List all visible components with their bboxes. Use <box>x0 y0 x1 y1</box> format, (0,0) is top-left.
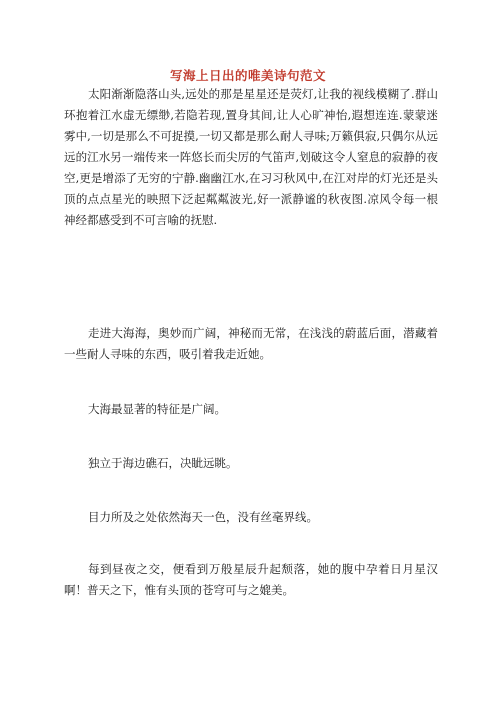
document-title: 写海上日出的唯美诗句范文 <box>169 68 326 83</box>
paragraph-2: 走进大海海，奥妙而广阔，神秘而无常，在浅浅的蔚蓝后面，潜藏着一些耐人寻味的东西，吸引着我走近她。 <box>64 326 438 361</box>
paragraph-1: 太阳渐渐隐落山头,远处的那是星星还是荧灯,让我的视线模糊了.群山环抱着江水虚无缥缈,若隐若现,置身其间,让人心旷神怡,遐想连连.蒙蒙迷雾中,一切是那么不可捉摸,一切又都是那么耐人寻味;万籁俱寂,只偶尔从远远的江水另一端传来一阵悠长而尖厉的气笛声,划破这令人窒息的寂静的夜空,更是增添了无穷的宁静.幽幽江水,在习习秋风中,在江对岸的灯光还是头顶的点点星光的映照下泛起粼粼波光,好一派静谧的秋夜图.凉风令每一根神经都感受到不可言喻的抚慰. <box>64 87 438 227</box>
paragraph-4: 独立于海边礁石，决眦远眺。 <box>88 456 238 470</box>
paragraph-5: 目力所及之处依然海天一色，没有丝毫界线。 <box>88 510 318 524</box>
paragraph-6: 每到昼夜之交，便看到万般星辰升起颓落，她的腹中孕着日月星汉啊！普天之下，惟有头顶的苍穹可与之媲美。 <box>64 562 438 597</box>
paragraph-3: 大海最显著的特征是广阔。 <box>88 402 226 416</box>
